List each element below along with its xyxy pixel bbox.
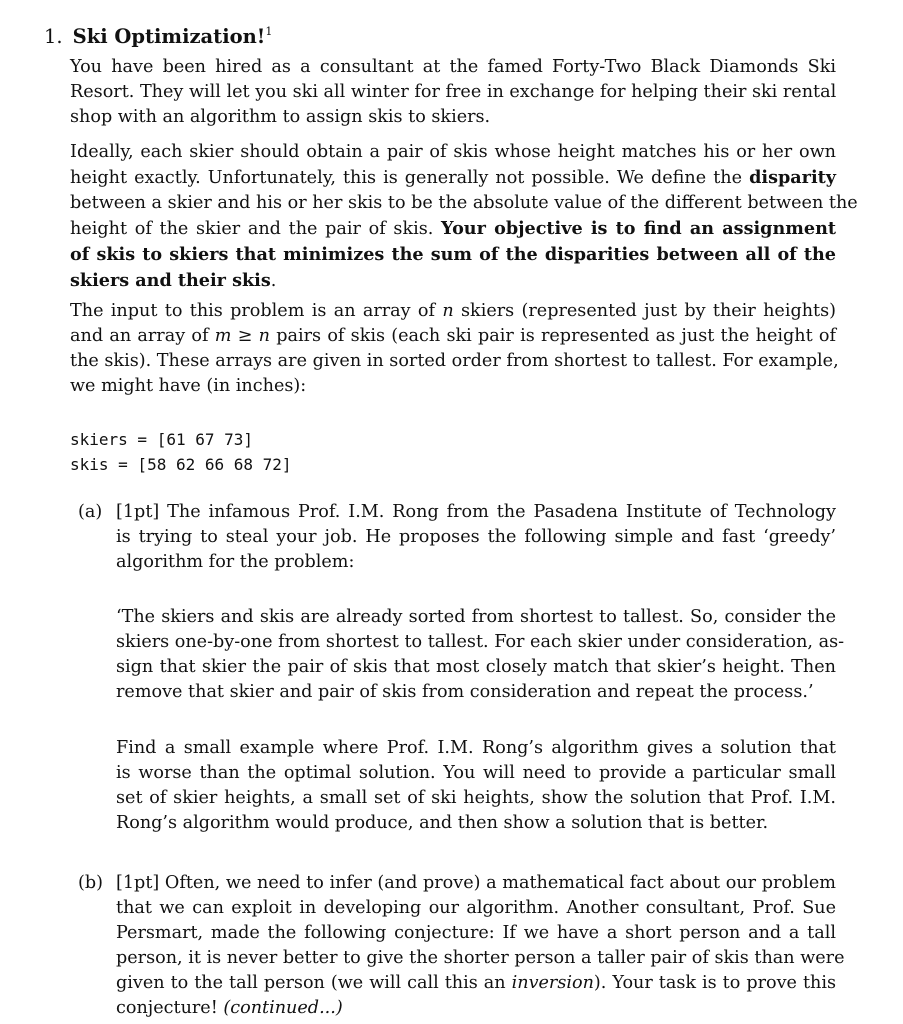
input-line bbox=[70, 299, 836, 324]
inversion-term: inversion bbox=[511, 973, 594, 993]
disparity-paragraph bbox=[70, 140, 858, 294]
math-n: n bbox=[442, 301, 454, 321]
part-b-line: person, it is never better to give the shorter person a taller pair of skis than were bbox=[116, 948, 845, 968]
part-b-text: given to the tall person (we will call this an bbox=[116, 973, 512, 993]
quote-line: remove that skier and pair of skis from consideration and repeat the process.’ bbox=[116, 682, 814, 702]
objective-text: skiers and their skis bbox=[70, 270, 271, 291]
objective-text: of skis to skiers that minimizes the sum of the disparities between all of the bbox=[70, 244, 836, 265]
disparity-line bbox=[70, 165, 836, 191]
disparity-line bbox=[70, 268, 836, 294]
input-line bbox=[70, 324, 836, 349]
footnote-mark: 1 bbox=[265, 25, 273, 38]
part-b-line: [1pt] Often, we need to infer (and prove) a mathematical fact about our problem bbox=[116, 873, 836, 893]
disparity-line bbox=[70, 242, 836, 268]
task-line: set of skier heights, a small set of ski heights, show the solution that Prof. I.M. bbox=[116, 788, 836, 808]
part-b-text: ). Your task is to prove this bbox=[593, 973, 837, 993]
disparity-text: height of the skier and the pair of skis. bbox=[70, 219, 442, 239]
skiers-array: skiers = [61 67 73] bbox=[70, 430, 254, 449]
skis-array: skis = [58 62 66 68 72] bbox=[70, 455, 292, 474]
input-text: pairs of skis (each ski pair is represented as just the height of bbox=[270, 326, 836, 346]
task-line: Rong’s algorithm would produce, and then show a solution that is better. bbox=[116, 813, 769, 833]
math-m-geq-n: m ≥ n bbox=[214, 326, 271, 346]
part-b-line bbox=[116, 971, 836, 996]
disparity-line: between a skier and his or her skis to be the absolute value of the different between the bbox=[70, 193, 858, 213]
input-paragraph bbox=[70, 299, 839, 399]
input-text: The input to this problem is an array of bbox=[70, 301, 443, 321]
part-b-line: that we can exploit in developing our algorithm. Another consultant, Prof. Sue bbox=[116, 898, 836, 918]
part-a-line: is trying to steal your job. He proposes the following simple and fast ‘greedy’ bbox=[116, 527, 836, 547]
disparity-line bbox=[70, 216, 836, 242]
input-text: and an array of bbox=[70, 326, 215, 346]
intro-line: Resort. They will let you ski all winter for free in exchange for helping their ski rental bbox=[70, 82, 837, 102]
part-a-line: [1pt] The infamous Prof. I.M. Rong from the Pasadena Institute of Technology bbox=[116, 502, 836, 522]
intro-line: shop with an algorithm to assign skis to skiers. bbox=[70, 107, 491, 127]
problem-heading bbox=[44, 18, 272, 51]
input-line: we might have (in inches): bbox=[70, 376, 307, 396]
intro-paragraph bbox=[70, 55, 836, 130]
greedy-algorithm-quote bbox=[116, 605, 845, 705]
example-code-block bbox=[70, 427, 292, 477]
part-b-line: Persmart, made the following conjecture: If we have a short person and a tall bbox=[116, 923, 836, 943]
quote-line: skiers one-by-one from shortest to tallest. For each skier under consideration, as- bbox=[116, 632, 845, 652]
part-b-text: conjecture! bbox=[116, 998, 224, 1018]
part-b-line bbox=[116, 996, 836, 1021]
problem-title: Ski Optimization! bbox=[72, 25, 266, 48]
disparity-text: . bbox=[270, 271, 277, 291]
quote-line: ‘The skiers and skis are already sorted from shortest to tallest. So, consider the bbox=[116, 607, 836, 627]
problem-number: 1. bbox=[44, 25, 63, 48]
continued-note: (continued...) bbox=[223, 998, 343, 1018]
part-a-intro bbox=[116, 500, 836, 575]
part-b-paragraph bbox=[116, 871, 845, 1021]
part-a-line: algorithm for the problem: bbox=[116, 552, 355, 572]
disparity-term: disparity bbox=[749, 167, 836, 188]
quote-line: sign that skier the pair of skis that most closely match that skier’s height. Then bbox=[116, 657, 836, 677]
disparity-text: height exactly. Unfortunately, this is generally not possible. We define the bbox=[70, 168, 750, 188]
disparity-line: Ideally, each skier should obtain a pair of skis whose height matches his or her own bbox=[70, 142, 836, 162]
task-line: is worse than the optimal solution. You will need to provide a particular small bbox=[116, 763, 836, 783]
objective-text: Your objective is to find an assignment bbox=[441, 218, 836, 239]
part-a-label: (a) bbox=[78, 502, 103, 522]
part-b-label: (b) bbox=[78, 873, 103, 893]
intro-line: You have been hired as a consultant at the famed Forty-Two Black Diamonds Ski bbox=[70, 57, 836, 77]
part-a-task bbox=[116, 736, 836, 836]
input-text: skiers (represented just by their heights) bbox=[453, 301, 836, 321]
input-line: the skis). These arrays are given in sorted order from shortest to tallest. For example, bbox=[70, 351, 839, 371]
task-line: Find a small example where Prof. I.M. Rong’s algorithm gives a solution that bbox=[116, 738, 836, 758]
